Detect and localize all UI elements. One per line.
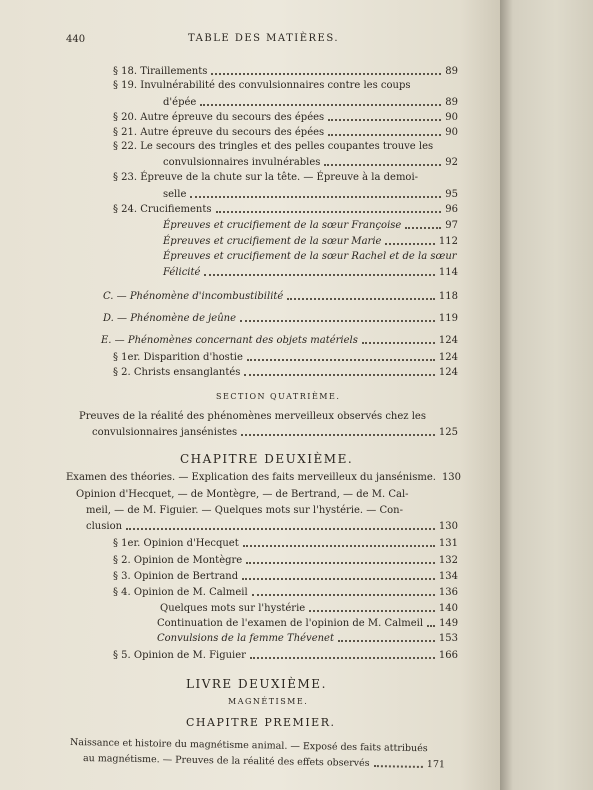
toc-entry: Convulsions de la femme Thévenet 153 — [157, 633, 458, 644]
page-number: 440 — [66, 34, 86, 45]
toc-entry: § 4. Opinion de M. Calmeil 136 — [113, 587, 458, 598]
toc-entry: Épreuves et crucifiement de la sœur Rachel et de la sœur — [163, 251, 457, 262]
toc-entry: D. — Phénomène de jeûne 119 — [103, 313, 458, 324]
toc-entry: § 5. Opinion de M. Figuier 166 — [113, 650, 458, 661]
toc-entry: convulsionnaires jansénistes 125 — [92, 427, 458, 438]
toc-entry: § 2. Christs ensanglantés 124 — [113, 367, 458, 378]
toc-entry: § 1er. Opinion d'Hecquet 131 — [113, 538, 458, 549]
section-heading: SECTION QUATRIÈME. — [216, 392, 341, 401]
facing-page-edge — [500, 0, 593, 790]
toc-entry: § 21. Autre épreuve du secours des épées 90 — [113, 127, 458, 138]
toc-entry: clusion 130 — [86, 521, 458, 532]
subject-heading: MAGNÉTISME. — [228, 697, 309, 706]
toc-entry: Preuves de la réalité des phénomènes merveilleux observés chez les — [79, 411, 426, 422]
toc-entry: Continuation de l'examen de l'opinion de M. Calmeil 149 — [157, 618, 459, 629]
toc-entry: § 24. Crucifiements 96 — [113, 204, 458, 215]
toc-entry: Examen des théories. — Explication des faits merveilleux du jansénisme. 130 — [66, 472, 462, 483]
toc-entry: selle 95 — [163, 189, 458, 200]
toc-entry: § 1er. Disparition d'hostie 124 — [113, 352, 458, 363]
toc-entry: Naissance et histoire du magnétisme animal. — Exposé des faits attribués — [69, 737, 428, 755]
toc-entry: d'épée 89 — [163, 97, 458, 108]
toc-entry: § 19. Invulnérabilité des convulsionnaires contre les coups — [113, 80, 411, 91]
toc-entry: Félicité 114 — [163, 267, 458, 278]
running-title: TABLE DES MATIÈRES. — [188, 33, 339, 44]
toc-entry: C. — Phénomène d'incombustibilité 118 — [103, 291, 458, 302]
toc-entry: § 3. Opinion de Bertrand 134 — [113, 571, 458, 582]
toc-entry: § 23. Épreuve de la chute sur la tête. — Épreuve à la demoi- — [113, 172, 419, 183]
toc-entry: § 18. Tiraillements 89 — [113, 66, 458, 77]
toc-entry: § 2. Opinion de Montègre 132 — [113, 555, 458, 566]
book-heading: LIVRE DEUXIÈME. — [186, 677, 327, 691]
toc-entry: Quelques mots sur l'hystérie 140 — [160, 603, 458, 614]
toc-entry: Épreuves et crucifiement de la sœur Marie 112 — [163, 236, 458, 247]
toc-entry: Épreuves et crucifiement de la sœur Françoise 97 — [163, 220, 458, 231]
toc-entry: convulsionnaires invulnérables 92 — [163, 157, 458, 168]
chapter-heading: CHAPITRE PREMIER. — [186, 716, 336, 729]
toc-entry: meil, — de M. Figuier. — Quelques mots sur l'hystérie. — Con- — [86, 505, 403, 516]
toc-entry: E. — Phénomènes concernant des objets matériels 124 — [101, 335, 458, 346]
toc-entry: au magnétisme. — Preuves de la réalité des effets observés 171 — [82, 753, 446, 771]
toc-entry: § 20. Autre épreuve du secours des épées 90 — [113, 112, 458, 123]
chapter-heading: CHAPITRE DEUXIÈME. — [180, 452, 354, 466]
toc-entry: Opinion d'Hecquet, — de Montègre, — de Bertrand, — de M. Cal- — [76, 489, 409, 500]
toc-entry: § 22. Le secours des tringles et des pelles coupantes trouve les — [113, 141, 434, 152]
